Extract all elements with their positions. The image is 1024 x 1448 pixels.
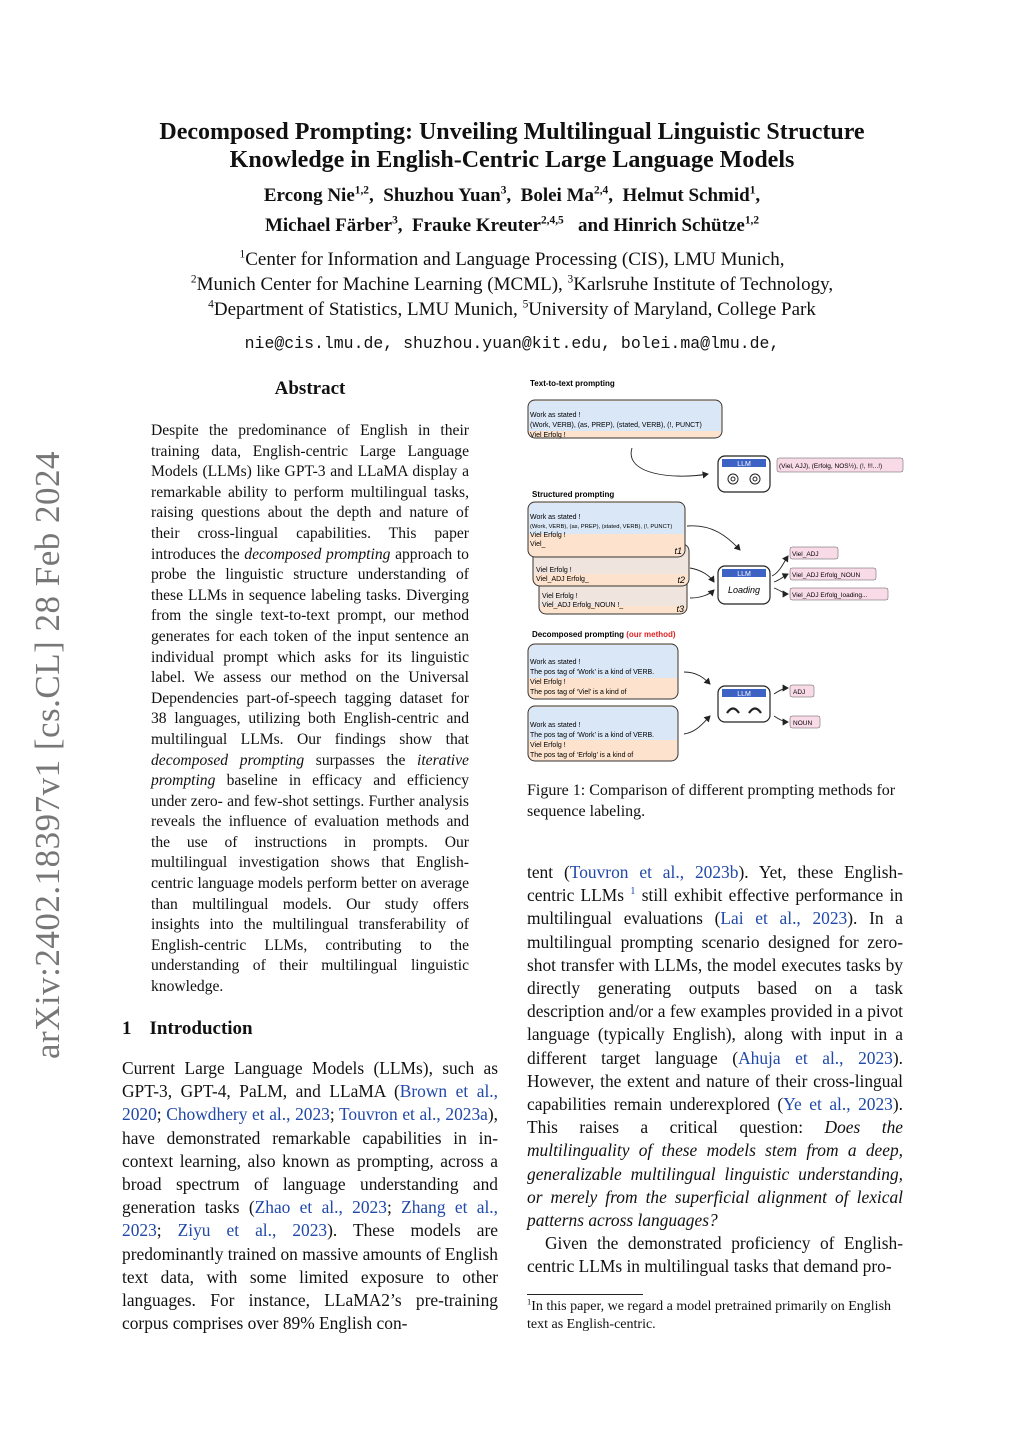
prompt-line: Viel_ <box>530 541 546 548</box>
right-column-body <box>527 861 903 1279</box>
author-name: Helmut Schmid <box>622 185 750 206</box>
flow-arrow <box>684 716 710 734</box>
affiliations <box>110 247 914 322</box>
prompt-line: (Work, VERB), (as, PREP), (stated, VERB), (!, PUNCT) <box>530 524 673 530</box>
body-text: ; <box>386 1197 402 1218</box>
citation-link[interactable]: Ziyu et al., 2023 <box>177 1220 328 1241</box>
section-label-tag: (our method) <box>626 630 676 639</box>
llm-robot-confused <box>718 456 770 492</box>
citation-link[interactable]: Touvron et al., 2023a <box>339 1104 488 1125</box>
footnote-link[interactable]: 1 <box>630 886 636 898</box>
affiliation-line-2 <box>110 272 914 297</box>
author-line-1: Ercong Nie$^{1,2}$, Shuzhou Yuan$^3$, Bolei Ma$^{2,4}$, Helmut Schmid$^1$, <box>263 184 761 206</box>
llm-robot-loading <box>718 566 770 604</box>
prompt-line: Work as stated ! <box>530 722 581 729</box>
flow-arrow <box>690 568 714 582</box>
paragraph: Given the demonstrated proficiency of English-centric LLMs in multilingual tasks that demand pro- <box>527 1233 903 1277</box>
section-label-text: Decomposed prompting <box>532 630 625 639</box>
flow-arrow <box>774 688 788 694</box>
abstract-text: Despite the predominance of English in their training data, English-centric Large Language Models (LLMs) like GPT-3 and LLaMA display a remarkable ability to perform multilingual tasks, raising questions about the depth and nature of their cross-lingual capabilities. This paper introduces the <box>151 422 469 563</box>
affil-number: 3 <box>567 273 574 286</box>
footnote <box>527 1298 903 1334</box>
prompt-box-text-to-text <box>528 400 722 439</box>
affil-number: 1 <box>239 248 246 261</box>
abstract-emphasis: decomposed prompting <box>244 545 391 563</box>
figure-section-label <box>532 630 676 639</box>
llm-label: LLM <box>737 461 751 468</box>
prompt-line: Viel Erfolg ! <box>542 593 578 600</box>
flow-arrow <box>774 574 788 582</box>
figure-section-label: Structured prompting <box>532 490 615 499</box>
body-text: ). Yet, these English-centric LLMs <box>527 862 904 906</box>
section-number: 1 <box>122 1018 132 1039</box>
arxiv-sidebar <box>18 450 78 1060</box>
footnote-text: In this paper, we regard a model pretrained primarily on English text as English-centric. <box>527 1299 892 1332</box>
affiliation-line-1 <box>110 247 914 272</box>
body-text: ), have demonstrated remarkable capabilities in in-context learning, also known as prompting, across a broad spectrum of language understanding and generation tasks ( <box>122 1104 499 1218</box>
step-label: t1 <box>674 546 682 556</box>
affil-number: 2 <box>190 273 197 286</box>
author-affil: 3 <box>392 214 398 227</box>
citation-link[interactable]: Ye et al., 2023 <box>783 1094 893 1115</box>
author-line-2: Michael Färber$^3$, Frauke Kreuter$^{2,4,5}$ and Hinrich Schütze$^{1,2}$ <box>264 214 760 236</box>
abstract-text: approach to probe the linguistic structure understanding of these LLMs in sequence labeling tasks. Diverging from the single text-to-text prompt, our method generates for each token of the input sentence an individual prompt which asks for its linguistic label. We assess our method on the Universal Dependencies part-of-speech tagging dataset for 38 languages, utilizing both English-centric and multilingual LLMs. Our findings show that <box>151 545 469 748</box>
flow-arrow <box>687 526 740 550</box>
citation-link[interactable]: Chowdhery et al., 2023 <box>166 1104 330 1125</box>
flow-arrow <box>631 448 708 476</box>
author-list <box>110 181 914 241</box>
figure-1-diagram <box>522 376 910 776</box>
flow-arrow <box>772 556 788 576</box>
llm-output: Viel_ADJ Erfolg_NOUN <box>792 572 861 579</box>
paper-title <box>110 118 914 174</box>
prompt-line: The pos tag of ‘Erfolg’ is a kind of <box>530 752 634 759</box>
llm-output: Viel_ADJ Erfolg_loading... <box>792 592 868 599</box>
flow-arrow <box>690 590 714 598</box>
prompt-line: Work as stated ! <box>530 412 581 419</box>
author-name: Shuzhou Yuan <box>383 185 501 206</box>
author-name: Bolei Ma <box>520 185 595 206</box>
citation-link[interactable]: Ahuja et al., 2023 <box>738 1047 893 1068</box>
llm-label: LLM <box>737 691 751 698</box>
author-name: Ercong Nie <box>263 185 355 206</box>
llm-output: (Viel, AJJ), (Erfolg, NOS½), (!, !!!...!) <box>779 463 883 470</box>
abstract-text: surpasses the <box>304 751 418 769</box>
author-affil: 2,4,5 <box>540 214 564 227</box>
title-line-2: Knowledge in English-Centric Large Language Models <box>229 147 795 173</box>
author-name: Frauke Kreuter <box>412 215 541 236</box>
prompt-line: The pos tag of ‘Work’ is a kind of VERB. <box>530 669 655 676</box>
author-affil: 1,2 <box>744 214 760 227</box>
citation-link[interactable]: Lai et al., 2023 <box>720 908 848 929</box>
affil-text: University of Maryland, College Park <box>528 299 816 320</box>
body-text: ; <box>156 1220 178 1241</box>
prompt-line: Viel Erfolg ! <box>530 532 566 539</box>
flow-arrow <box>774 588 788 594</box>
body-text: Current Large Language Models (LLMs), such as GPT-3, GPT-4, PaLM, and LLaMA ( <box>122 1058 498 1102</box>
llm-output: NOUN <box>793 720 813 727</box>
author-affil: 2,4 <box>594 184 609 197</box>
prompt-box-decomposed-2 <box>528 706 678 761</box>
prompt-line: Viel_ADJ Erfolg_NOUN !_ <box>542 602 624 609</box>
llm-output: ADJ <box>793 689 806 696</box>
prompt-line: Viel Erfolg ! <box>536 567 572 574</box>
author-affil: 1,2 <box>354 184 370 197</box>
body-text: ). However, the extent and nature of their cross-lingual capabilities remain underexplored ( <box>527 1047 903 1115</box>
affil-text: Munich Center for Machine Learning (MCML), <box>196 274 568 295</box>
prompt-line: Viel_ADJ Erfolg_ <box>536 576 589 583</box>
body-text: ). These models are predominantly trained on massive amounts of English text data, with some limited exposure to other languages. For instance, LLaMA2’s pre-training corpus comprises over 89% English con- <box>122 1220 498 1334</box>
flow-arrow <box>774 716 788 722</box>
llm-label: LLM <box>737 571 751 578</box>
arxiv-id: arXiv:2402.18397v1 [cs.CL] 28 Feb 2024 <box>28 450 67 1060</box>
author-name: and Hinrich Schütze <box>578 215 745 236</box>
llm-robot-happy <box>718 686 770 722</box>
body-text: ). This raises a critical question: <box>527 1094 903 1138</box>
affil-number: 5 <box>522 298 529 311</box>
title-line-1: Decomposed Prompting: Unveiling Multilingual Linguistic Structure <box>159 119 865 145</box>
body-text: tent ( <box>527 862 570 882</box>
citation-link[interactable]: Zhao et al., 2023 <box>254 1197 387 1218</box>
footnote-number: 1 <box>527 1297 532 1307</box>
affil-text: Center for Information and Language Processing (CIS), LMU Munich, <box>245 249 785 270</box>
figure-section-label: Text-to-text prompting <box>530 379 615 388</box>
prompt-line: Work as stated ! <box>530 514 581 521</box>
body-text: ; <box>329 1104 340 1125</box>
prompt-line: (Work, VERB), (as, PREP), (stated, VERB), (!, PUNCT) <box>530 422 702 429</box>
section-heading-introduction <box>122 1018 253 1040</box>
footnote-rule <box>527 1294 643 1295</box>
loading-label: Loading <box>727 585 761 595</box>
author-emails: nie@cis.lmu.de, shuzhou.yuan@kit.edu, bolei.ma@lmu.de, <box>244 334 780 353</box>
prompt-box-structured-1 <box>528 502 685 557</box>
affiliation-line-3 <box>110 297 914 322</box>
prompt-box-decomposed-1 <box>528 644 678 699</box>
body-text: ). In a multilingual prompting scenario designed for zero-shot transfer with LLMs, the model executes tasks by directly generating outputs based on a task description and/or a few examples provided in a pivot language (typically English), along with input in a different target language ( <box>527 908 903 1068</box>
body-text: ; <box>156 1104 167 1125</box>
prompt-line: Viel Erfolg ! <box>530 679 566 686</box>
author-affil: 3 <box>500 184 507 197</box>
llm-output: Viel_ADJ <box>792 551 819 558</box>
prompt-line: Work as stated ! <box>530 659 581 666</box>
abstract-heading: Abstract <box>274 378 346 399</box>
abstract-text: baseline in efficacy and efficiency under zero- and few-shot settings. Further analysis reveals the influence of evaluation methods and the use of instructions in prompts. Our multilingual investigation shows that English-centric language models perform better on average than multilingual models. Our study offers insights into the multilingual transferability of English-centric LLMs, contributing to the understanding of their multilingual linguistic knowledge. <box>151 772 469 996</box>
abstract-emphasis: decomposed prompting <box>151 751 305 769</box>
step-label: t2 <box>677 575 685 585</box>
flow-arrow <box>684 672 710 684</box>
abstract-body <box>151 421 469 998</box>
affil-number: 4 <box>208 298 214 311</box>
section-title: Introduction <box>149 1018 253 1039</box>
step-label: t3 <box>676 604 684 614</box>
author-affil: 1 <box>749 184 756 197</box>
affil-text: Karlsruhe Institute of Technology, <box>573 274 834 295</box>
author-name: Michael Färber <box>264 215 393 236</box>
figure-caption: Figure 1: Comparison of different prompting methods for sequence labeling. <box>527 782 896 820</box>
affil-text: Department of Statistics, LMU Munich, <box>213 299 523 320</box>
citation-link[interactable]: Brown et al., 2020 <box>122 1081 498 1125</box>
abstract-emphasis: iterative prompting <box>151 751 469 790</box>
prompt-line: The pos tag of ‘Work’ is a kind of VERB. <box>530 732 655 739</box>
citation-link[interactable]: Touvron et al., 2023b <box>569 862 739 882</box>
body-text: still exhibit effective performance in multilingual evaluations ( <box>527 885 903 929</box>
introduction-body <box>122 1057 498 1335</box>
research-question: Does the multilinguality of these models stem from a deep, generalizable multilingual linguistic understanding, or merely from the superficial alignment of lexical patterns across languages? <box>527 1117 903 1231</box>
prompt-line: Viel Erfolg ! <box>530 432 566 439</box>
prompt-line: Viel Erfolg ! <box>530 742 566 749</box>
citation-link[interactable]: Zhang et al., 2023 <box>122 1197 498 1241</box>
prompt-line: The pos tag of ‘Viel’ is a kind of <box>530 689 627 696</box>
